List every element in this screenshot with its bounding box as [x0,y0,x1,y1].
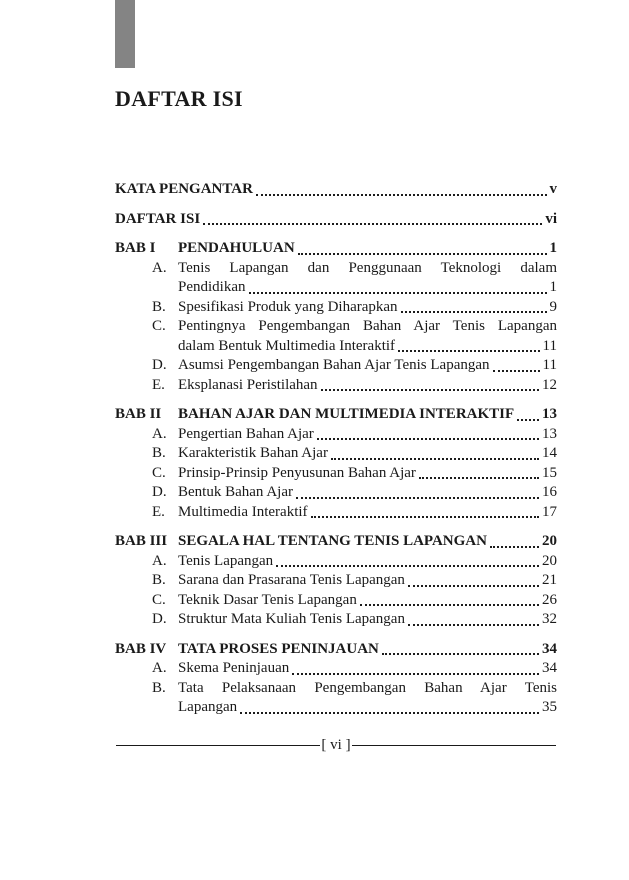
dot-leader [240,712,539,714]
toc-item-page-number: 11 [542,357,557,373]
chapter-title: TATA PROSES PENINJAUAN [178,640,379,657]
toc-item [115,376,557,396]
dot-leader [517,419,539,421]
toc-item-wrapped-line: Tenis Lapangan dan Penggunaan Teknologi dalam [178,259,557,276]
toc-item [115,571,557,591]
toc-item-text: Lapangan [178,699,238,715]
dot-leader [321,389,539,391]
toc-item-page-number: 14 [542,445,557,461]
toc-item-wrapped-line: Pentingnya Pengembangan Bahan Ajar Tenis Lapangan [178,318,557,334]
toc-item-page-number: 16 [542,484,557,500]
toc-item-text: Skema Peninjauan [178,660,290,676]
chapter-page-number: 20 [542,533,557,549]
toc-item-text: Multimedia Interaktif [178,503,308,520]
toc-chapter-header [115,640,557,660]
chapter-label: BAB III [115,533,168,549]
dot-leader [408,624,539,626]
dot-leader [298,253,547,255]
toc-item-text: Sarana dan Prasarana Tenis Lapangan [178,572,405,588]
toc-chapter-header [115,405,557,425]
toc-item [115,444,557,464]
toc-chapter-header [115,239,557,259]
dot-leader [419,477,539,479]
toc-item-page-number: 9 [549,298,557,315]
toc-item-letter: D. [152,484,167,500]
chapter-page-number: 13 [542,406,557,422]
toc-item-letter: C. [152,591,166,608]
toc-front-entry [115,180,557,200]
toc-item-page-number: 32 [542,611,557,627]
toc-item-text: Spesifikasi Produk yang Diharapkan [178,298,398,315]
toc-item-letter: A. [152,425,167,442]
chapter-label: BAB II [115,406,162,422]
toc-item [115,356,557,376]
chapter-label: BAB IV [115,640,167,657]
toc-item-letter: A. [152,552,167,569]
toc-item-letter: D. [152,611,167,627]
toc-item-letter: B. [152,298,166,315]
toc-item-page-number: 11 [542,337,557,354]
toc-item [115,679,557,718]
toc-entry-title: DAFTAR ISI [115,210,201,227]
toc-item-letter: B. [152,445,166,461]
toc-item [115,317,557,356]
toc-item-letter: B. [152,679,166,696]
toc-chapter-header [115,532,557,552]
page-content [115,0,557,718]
toc-item-page-number: 34 [542,660,557,676]
toc-item-page-number: 13 [542,425,557,442]
dot-leader [317,438,539,440]
toc-item-page-number: 21 [542,572,557,588]
toc-item-letter: E. [152,376,165,393]
footer-rule-left [116,745,320,746]
dot-leader [493,370,540,372]
footer-page-number: [ vi ] [321,737,351,753]
toc-item-letter: A. [152,660,167,676]
toc-item-wrapped-line: Tata Pelaksanaan Pengembangan Bahan Ajar Tenis [178,679,557,696]
toc-item [115,425,557,445]
dot-leader [256,194,547,196]
dot-leader [408,585,539,587]
toc-entry-title: KATA PENGANTAR [115,181,253,197]
toc-entry-page-number: v [549,181,557,197]
toc-item-text: Bentuk Bahan Ajar [178,484,293,500]
toc-item-letter: C. [152,318,166,334]
toc-item-page-number: 26 [542,591,557,608]
dot-leader [249,292,547,294]
toc-item [115,610,557,630]
dot-leader [401,311,547,313]
toc-front-entry [115,210,557,230]
toc-item-text: Pendidikan [178,279,246,295]
toc-item [115,552,557,572]
toc-item-letter: A. [152,259,167,276]
toc-item-text: Karakteristik Bahan Ajar [178,445,328,461]
dot-leader [311,516,539,518]
toc-item-letter: D. [152,357,167,373]
toc-item-text: Teknik Dasar Tenis Lapangan [178,591,357,608]
toc-item-text: Eksplanasi Peristilahan [178,376,318,393]
toc-item-text: Tenis Lapangan [178,552,274,569]
toc-item-text: Pengertian Bahan Ajar [178,425,314,442]
page-title: DAFTAR ISI [115,86,243,111]
toc-item-text: Asumsi Pengembangan Bahan Ajar Tenis Lapangan [178,357,490,373]
toc [115,180,557,718]
chapter-page-number: 1 [549,240,557,256]
toc-item-page-number: 17 [542,503,557,520]
toc-item [115,503,557,523]
toc-item-page-number: 35 [542,699,557,715]
dot-leader [398,350,540,352]
dot-leader [360,604,539,606]
dot-leader [382,653,539,655]
footer-rule-right [352,745,556,746]
toc-item-page-number: 20 [542,552,557,569]
dot-leader [276,565,539,567]
toc-item-text: dalam Bentuk Multimedia Interaktif [178,337,396,354]
dot-leader [331,458,539,460]
toc-item-page-number: 1 [549,279,557,295]
toc-item [115,659,557,679]
toc-item-text: Struktur Mata Kuliah Tenis Lapangan [178,611,405,627]
toc-item [115,591,557,611]
toc-item-letter: E. [152,503,165,520]
toc-item-text: Prinsip-Prinsip Penyusunan Bahan Ajar [178,464,416,481]
toc-item-page-number: 15 [542,464,557,481]
dot-leader [292,673,539,675]
dot-leader [490,546,539,548]
toc-item-page-number: 12 [542,376,557,393]
chapter-title: SEGALA HAL TENTANG TENIS LAPANGAN [178,533,487,549]
toc-item-letter: B. [152,572,166,588]
chapter-title: BAHAN AJAR DAN MULTIMEDIA INTERAKTIF [178,406,515,422]
chapter-page-number: 34 [542,640,557,657]
toc-item-letter: C. [152,464,166,481]
toc-item [115,298,557,318]
toc-item [115,259,557,298]
chapter-label: BAB I [115,240,156,256]
chapter-title: PENDAHULUAN [178,240,295,256]
dot-leader [296,497,539,499]
dot-leader [203,223,542,225]
toc-item [115,464,557,484]
toc-item [115,483,557,503]
toc-entry-page-number: vi [545,210,557,227]
page-footer [116,736,556,754]
